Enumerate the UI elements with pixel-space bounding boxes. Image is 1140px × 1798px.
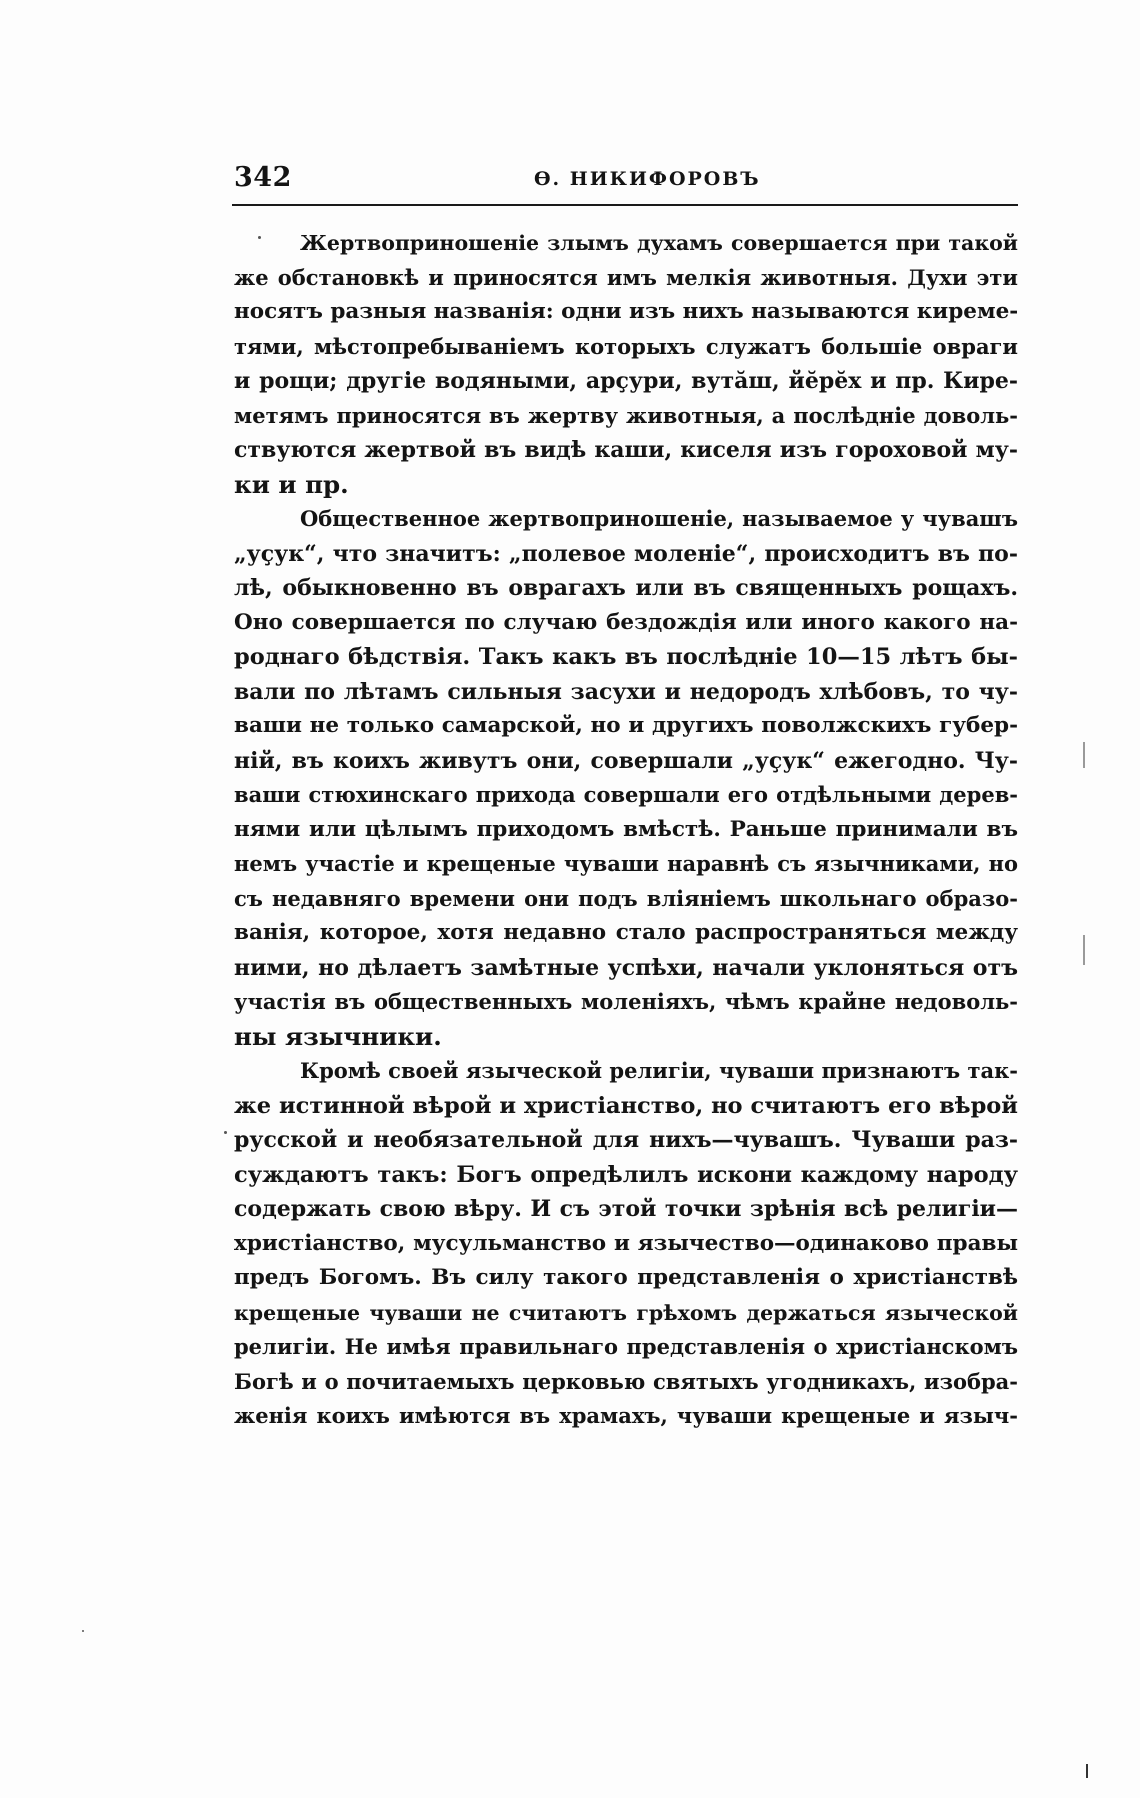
text-line: ствуются жертвой въ видѣ каши, киселя изъ гороховой му- xyxy=(234,437,1018,463)
text-line: ними, но дѣлаетъ замѣтные успѣхи, начали уклоняться отъ xyxy=(234,954,1018,981)
text-line: нями или цѣлымъ приходомъ вмѣстѣ. Раньше принимали въ xyxy=(234,816,1018,842)
body-text xyxy=(234,226,1018,1434)
text-line: ваши стюхинскаго прихода совершали его отдѣльными дерев- xyxy=(234,782,1018,807)
text-line: вали по лѣтамъ сильныя засухи и недородъ хлѣбовъ, то чу- xyxy=(234,678,1018,705)
margin-mark xyxy=(1086,1764,1088,1778)
margin-mark xyxy=(1083,935,1085,965)
scan-speck xyxy=(258,236,261,239)
text-line: участія въ общественныхъ моленіяхъ, чѣмъ крайне недоволь- xyxy=(234,989,1018,1014)
paragraph-3 xyxy=(234,1054,1018,1434)
text-line: крещеные чуваши не считаютъ грѣхомъ держаться языческой xyxy=(234,1300,1018,1325)
text-line: русской и необязательной для нихъ—чувашъ. Чуваши раз- xyxy=(234,1127,1018,1153)
text-line: христіанство, мусульманство и язычество—одинаково правы xyxy=(234,1230,1018,1256)
text-line: предъ Богомъ. Въ силу такого представленія о христіанствѣ xyxy=(234,1265,1018,1290)
page-number: 342 xyxy=(234,162,292,193)
scan-speck xyxy=(224,1131,227,1134)
running-head xyxy=(234,162,1018,202)
text-line: ваши не только самарской, но и другихъ поволжскихъ губер- xyxy=(234,713,1018,738)
scan-speck xyxy=(82,1630,84,1632)
text-line: Жертвоприношеніе злымъ духамъ совершается при такой xyxy=(300,231,1018,255)
text-line: женія коихъ имѣются въ храмахъ, чуваши крещеные и языч- xyxy=(234,1403,1018,1428)
text-line: роднаго бѣдствія. Такъ какъ въ послѣдніе 10—15 лѣтъ бы- xyxy=(234,644,1018,670)
text-line: метямъ приносятся въ жертву животныя, а послѣдніе доволь- xyxy=(234,402,1018,428)
text-line: Богѣ и о почитаемыхъ церковью святыхъ угодникахъ, изобра- xyxy=(234,1368,1018,1394)
text-line: тями, мѣстопребываніемъ которыхъ служатъ большіе овраги xyxy=(234,333,1018,359)
text-line: Общественное жертвоприношеніе, называемое у чувашъ xyxy=(300,506,1018,531)
text-line: ній, въ коихъ живутъ они, совершали „уçук“ ежегодно. Чу- xyxy=(234,747,1018,774)
text-line: суждаютъ такъ: Богъ опредѣлилъ искони каждому народу xyxy=(234,1161,1018,1188)
text-line: и рощи; другіе водяными, арçури, вутăш, йĕрĕх и пр. Кире- xyxy=(234,368,1018,394)
text-line: ки и пр. xyxy=(234,469,349,499)
paragraph-1 xyxy=(234,226,1018,502)
text-line: же истинной вѣрой и христіанство, но считаютъ его вѣрой xyxy=(234,1092,1018,1119)
running-head-author: Ө. НИКИФОРОВЪ xyxy=(534,168,761,190)
text-line: лѣ, обыкновенно въ оврагахъ или въ священныхъ рощахъ. xyxy=(234,575,1018,601)
text-line: „уçук“, что значитъ: „полевое моленіе“, происходитъ въ по- xyxy=(234,540,1018,567)
text-line: съ недавняго времени они подъ вліяніемъ школьнаго образо- xyxy=(234,885,1018,911)
text-line: ванія, которое, хотя недавно стало распространяться между xyxy=(234,920,1018,945)
text-line: же обстановкѣ и приносятся имъ мелкія животныя. Духи эти xyxy=(234,264,1018,290)
text-line: Оно совершается по случаю бездождія или иного какого на- xyxy=(234,609,1018,635)
text-line: Кромѣ своей языческой религіи, чуваши признаютъ так- xyxy=(300,1058,1018,1083)
text-line: немъ участіе и крещеные чуваши наравнѣ съ язычниками, но xyxy=(234,851,1018,876)
text-line: ны язычники. xyxy=(234,1021,442,1051)
paragraph-2 xyxy=(234,502,1018,1054)
header-rule xyxy=(232,204,1018,206)
text-line: содержать свою вѣру. И съ этой точки зрѣнія всѣ религіи— xyxy=(234,1196,1018,1222)
text-line: религіи. Не имѣя правильнаго представленія о христіанскомъ xyxy=(234,1334,1018,1359)
text-line: носятъ разныя названія: одни изъ нихъ называются киреме- xyxy=(234,299,1019,324)
margin-mark xyxy=(1083,742,1085,768)
